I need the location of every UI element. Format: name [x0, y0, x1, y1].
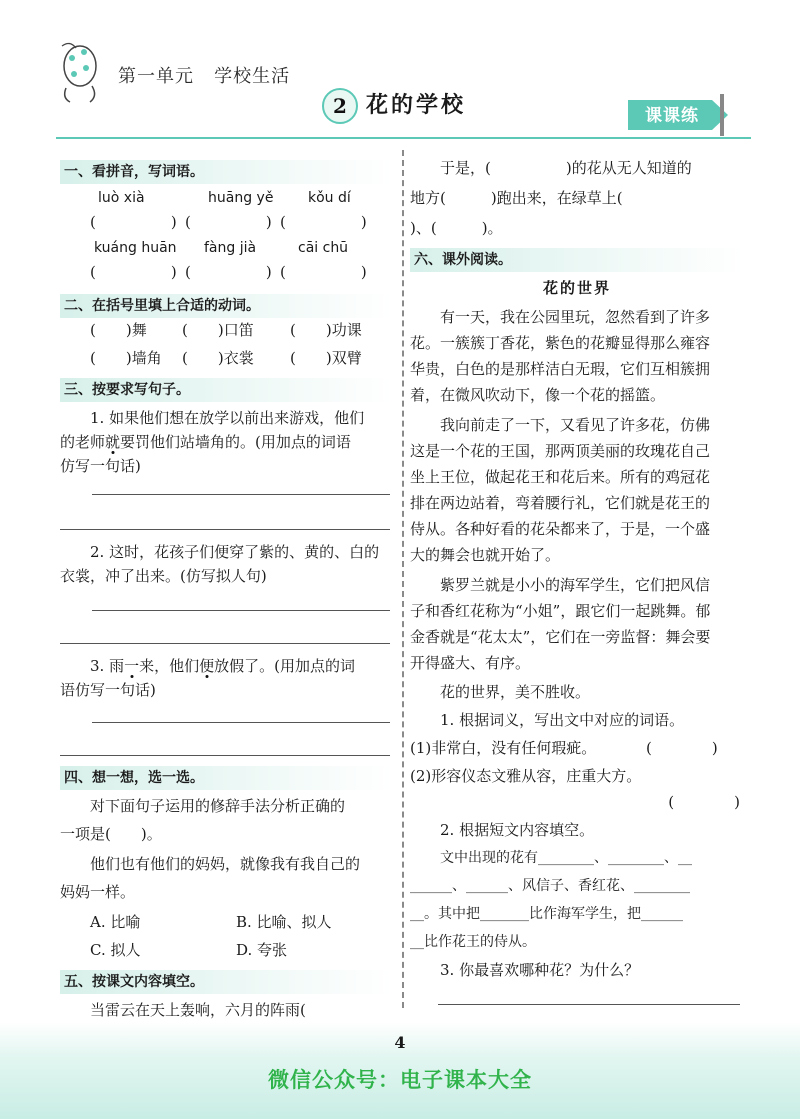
- pinyin: luò xià: [98, 190, 145, 206]
- watermark-text: 微信公众号：电子课本大全: [268, 1068, 532, 1092]
- section-6-title: 六、课外阅读。: [410, 248, 744, 272]
- section-2: [60, 294, 392, 370]
- pinyin-row-2: [60, 236, 392, 260]
- essay-title: 花的世界: [542, 279, 611, 297]
- q1-line-2: [60, 430, 392, 454]
- text: 来，他们: [139, 657, 200, 675]
- essay-paragraph-4: 花的世界，美不胜收。: [440, 683, 591, 701]
- page-number: 4: [394, 1033, 406, 1052]
- s5-line-1: 当雷云在天上轰响，六月的阵雨(: [90, 1001, 306, 1019]
- q1a-answer-blank[interactable]: ( ): [646, 739, 718, 757]
- answer-line[interactable]: [92, 722, 390, 723]
- q3-line-2: 语仿写一句话): [60, 681, 156, 699]
- badge-label: 课课练: [645, 106, 699, 126]
- dotted-char: 一: [124, 657, 140, 675]
- s4-sentence-1: 他们也有他们的妈妈，就像我有我自己的: [90, 855, 361, 873]
- mascot-illustration: [56, 38, 104, 106]
- s4-sentence-2: 妈妈一样。: [60, 883, 136, 901]
- unit-name: 学校生活: [214, 66, 291, 87]
- q3-line-1: [60, 654, 392, 678]
- verb-blank[interactable]: ( )功课: [290, 321, 362, 339]
- essay-line: 侍从。各种好看的花朵都来了，于是，一个盛: [410, 520, 711, 538]
- option-a[interactable]: A. 比喻: [90, 913, 141, 931]
- q1a-text: (1)非常白，没有任何瑕疵。: [410, 739, 597, 757]
- q1-line-3: 仿写一句话): [60, 457, 141, 475]
- verb-blank[interactable]: ( )衣裳: [182, 349, 254, 367]
- text: 要罚他们站墙角的。(用加点的词语: [120, 433, 351, 451]
- s6-q2-line-1: 文中出现的花有________、________、__: [440, 850, 692, 866]
- verb-row-2: [60, 346, 392, 370]
- options-row-1: [60, 910, 392, 934]
- essay-line: 我向前走了一下，又看见了许多花，仿佛: [440, 416, 711, 434]
- essay-line: 紫罗兰就是小小的海军学生，它们把风信: [440, 576, 711, 594]
- answer-row-1: [60, 210, 392, 234]
- pinyin: kuáng huān: [94, 240, 177, 256]
- essay-line: 子和香红花称为“小姐”，跟它们一起跳舞。郁: [410, 602, 711, 620]
- answer-blank[interactable]: ( ): [280, 263, 367, 281]
- verb-blank[interactable]: ( )墙角: [90, 349, 162, 367]
- option-c[interactable]: C. 拟人: [90, 941, 141, 959]
- section-3: [60, 378, 392, 756]
- pinyin-row-1: [60, 186, 392, 210]
- answer-line[interactable]: [60, 529, 390, 530]
- s5-right-line-2: 地方( )跑出来，在绿草上(: [410, 189, 623, 207]
- essay-paragraph-2: [410, 412, 744, 568]
- option-d[interactable]: D. 夸张: [236, 941, 288, 959]
- verb-row-1: [60, 318, 392, 342]
- answer-line[interactable]: [60, 643, 390, 644]
- pinyin: kǒu dí: [308, 190, 351, 206]
- text: 放假了。(用加点的词: [214, 657, 355, 675]
- answer-line[interactable]: [438, 1004, 740, 1005]
- options-row-2: [60, 938, 392, 962]
- verb-blank[interactable]: ( )舞: [90, 321, 147, 339]
- dotted-char: 便: [199, 657, 215, 675]
- pinyin: huāng yě: [208, 190, 274, 206]
- essay-line: 这是一个花的王国，那两顶美丽的玫瑰花自己: [410, 442, 711, 460]
- left-column: [60, 160, 392, 1078]
- essay-line: 排在两边站着，弯着腰行礼，它们就是花王的: [410, 494, 711, 512]
- answer-line[interactable]: [92, 610, 390, 611]
- dotted-char: 就: [105, 433, 121, 451]
- pinyin: fàng jià: [204, 240, 257, 256]
- section-1: [60, 160, 392, 284]
- s5-right-line-1: 于是，( )的花从无人知道的: [440, 159, 692, 177]
- s6-q2-line-3: __。其中把_______比作海军学生，把______: [410, 906, 683, 922]
- answer-blank[interactable]: ( ): [90, 213, 177, 231]
- pinyin: cāi chū: [298, 240, 349, 256]
- s6-q3: 3. 你最喜欢哪种花？为什么？: [440, 961, 640, 979]
- column-divider: [402, 150, 404, 1008]
- section-5-title: 五、按课文内容填空。: [60, 970, 392, 994]
- section-1-title: 一、看拼音，写词语。: [60, 160, 392, 184]
- answer-blank[interactable]: ( ): [185, 263, 272, 281]
- q2-line-2: 衣裳，冲了出来。(仿写拟人句): [60, 567, 267, 585]
- essay-paragraph-1: [410, 304, 744, 408]
- unit-title: [118, 62, 290, 88]
- section-3-title: 三、按要求写句子。: [60, 378, 392, 402]
- answer-blank[interactable]: ( ): [280, 213, 367, 231]
- section-4-title: 四、想一想，选一选。: [60, 766, 392, 790]
- s6-q2: 2. 根据短文内容填空。: [440, 821, 595, 839]
- text: 的老师: [60, 433, 106, 451]
- header-divider: [56, 137, 751, 139]
- essay-line: 大的舞会也就开始了。: [410, 546, 561, 564]
- essay-line: 金香就是“花太太”，它们在一旁监督：舞会要: [410, 628, 711, 646]
- s4-q-line-1: 对下面句子运用的修辞手法分析正确的: [90, 797, 346, 815]
- s6-q1a: [410, 736, 744, 760]
- verb-blank[interactable]: ( )口笛: [182, 321, 254, 339]
- s6-q1b-blank[interactable]: ( ): [668, 793, 740, 811]
- q1-line-1: 1. 如果他们想在放学以前出来游戏，他们: [90, 409, 365, 427]
- section-6: [410, 248, 744, 1067]
- answer-line[interactable]: [92, 494, 390, 495]
- option-b[interactable]: B. 比喻、拟人: [236, 913, 332, 931]
- s6-q1: 1. 根据词义，写出文中对应的词语。: [440, 711, 685, 729]
- right-column: [410, 156, 744, 1067]
- essay-line: 有一天，我在公园里玩，忽然看到了许多: [440, 308, 711, 326]
- text: 3. 雨: [90, 657, 125, 675]
- essay-line: 开得盛大、有序。: [410, 654, 531, 672]
- lesson-title: 花的学校: [366, 92, 467, 118]
- unit-label: 第一单元: [118, 66, 194, 87]
- s5-right-line-3: )、( )。: [410, 219, 503, 237]
- lesson-number: 2: [322, 88, 358, 124]
- answer-blank[interactable]: ( ): [185, 213, 272, 231]
- answer-row-2: [60, 260, 392, 284]
- s6-q2-line-2: ______、______、风信子、香红花、________: [410, 878, 690, 894]
- answer-line[interactable]: [60, 755, 390, 756]
- s4-q-line-2: 一项是( )。: [60, 825, 162, 843]
- q2-line-1: 2. 这时，花孩子们便穿了紫的、黄的、白的: [90, 543, 380, 561]
- essay-line: 华贵，白色的是那样洁白无瑕，它们互相簇拥: [410, 360, 711, 378]
- verb-blank[interactable]: ( )双臂: [290, 349, 362, 367]
- essay-line: 着，在微风吹动下，像一个花的摇篮。: [410, 386, 666, 404]
- essay-paragraph-3: [410, 572, 744, 676]
- essay-line: 坐上王位，做起花王和花后来。所有的鸡冠花: [410, 468, 711, 486]
- s6-q2-line-4: __比作花王的侍从。: [410, 934, 536, 950]
- section-4: [60, 766, 392, 962]
- section-2-title: 二、在括号里填上合适的动词。: [60, 294, 392, 318]
- answer-blank[interactable]: ( ): [90, 263, 177, 281]
- s6-q1b: (2)形容仪态文雅从容，庄重大方。: [410, 767, 642, 785]
- essay-line: 花。一簇簇丁香花，紫色的花瓣显得那么雍容: [410, 334, 711, 352]
